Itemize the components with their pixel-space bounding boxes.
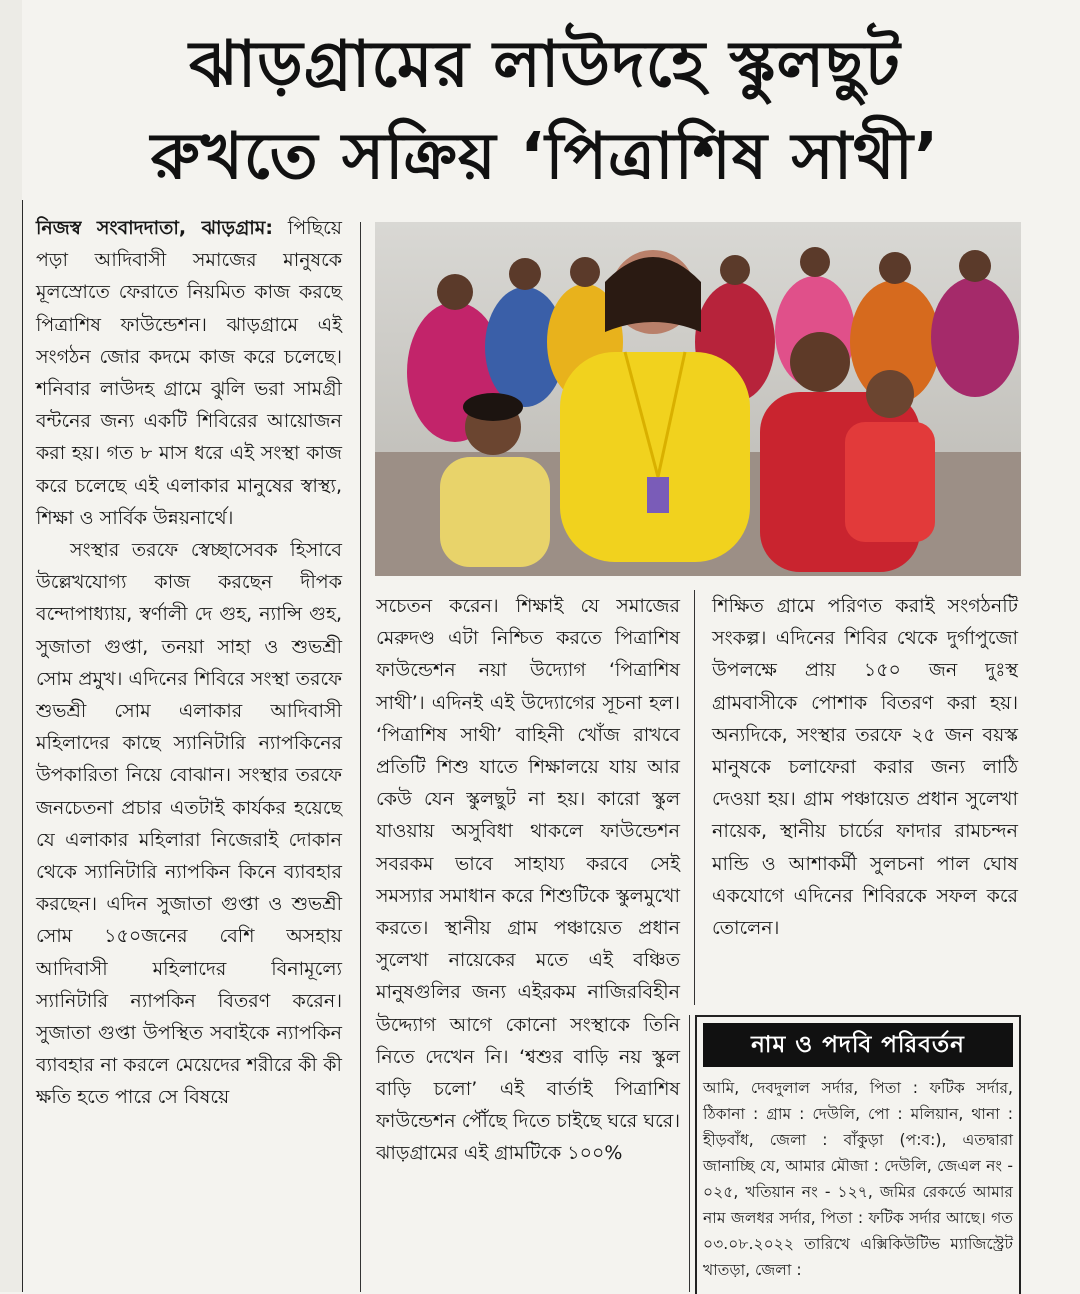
- article-column-2-text: সচেতন করেন। শিক্ষাই যে সমাজের মেরুদণ্ড এটা নিশ্চিত করতে পিত্রাশিষ ফাউন্ডেশন নয়া উদ্যোগ ‘পিত্রাশিষ সাথী’। এদিনই এই উদ্যোগের সূচনা হল। ‘পিত্রাশিষ সাথী’ বাহিনী খোঁজ রাখবে প্রতিটি শিশু যাতে শিক্ষালয়ে যায় আর কেউ যেন স্কুলছুট না হয়। কারো স্কুল যাওয়ায় অসুবিধা থাকলে ফাউন্ডেশন সবরকম ভাবে সাহায্য করবে সেই সমস্যার সমাধান করে শিশুটিকে স্কুলমুখো করতে। স্থানীয় গ্রাম পঞ্চায়েত প্রধান সুলেখা নায়েকের মতে এই বঞ্চিত মানুষগুলির জন্য এইরকম নাজিরবিহীন উদ্দ্যোগ আগে কোনো সংস্থাকে তিনি নিতে দেখেন নি। ‘শ্বশুর বাড়ি নয় স্কুল বাড়ি চলো’ এই বার্তাই পিত্রাশিষ ফাউন্ডেশন পৌঁছে দিতে চাইছে ঘরে ঘরে। ঝাড়গ্রামের এই গ্রামটিকে ১০০%: [376, 595, 680, 1165]
- column-divider-2: [694, 590, 695, 1005]
- byline: নিজস্ব সংবাদদাতা, ঝাড়গ্রাম:: [36, 217, 273, 239]
- column-divider-1: [360, 222, 361, 1292]
- article-column-3: [712, 590, 1018, 944]
- margin-rule: [22, 200, 23, 1292]
- headline-line-2: রুখতে সক্রিয় ‘পিত্রাশিষ সাথী’: [150, 120, 940, 194]
- article-paragraph-2: সংস্থার তরফে স্বেচ্ছাসেবক হিসাবে উল্লেখযোগ্য কাজ করছেন দীপক বন্দোপাধ্যায়, স্বর্ণালী দে গুহ, ন্যান্সি গুহ, সুজাতা গুপ্তা, তনয়া সাহা ও শুভশ্রী সোম প্রমুখ। এদিনের শিবিরে সংস্থা তরফে শুভশ্রী সোম এলাকার আদিবাসী মহিলাদের কাছে স্যানিটারি ন্যাপকিনের উপকারিতা নিয়ে বোঝান। সংস্থার তরফে জনচেতনা প্রচার এতটাই কার্যকর হয়েছে যে এলাকার মহিলারা নিজেরাই দোকান থেকে স্যানিটারি ন্যাপকিন কিনে ব্যাবহার করছেন। এদিন সুজাতা গুপ্তা ও শুভশ্রী সোম ১৫০জনের বেশি অসহায় আদিবাসী মহিলাদের বিনামূল্যে স্যানিটারি ন্যাপকিন বিতরণ করেন। সুজাতা গুপ্তা উপস্থিত সবাইকে ন্যাপকিন ব্যাবহার না করলে মেয়েদের শরীরে কী কী ক্ষতি হতে পারে সে বিষয়ে: [36, 539, 342, 1109]
- notice-title: নাম ও পদবি পরিবর্তন: [703, 1023, 1013, 1067]
- headline-line-1: ঝাড়গ্রামের লাউদহে স্কুলছুট: [189, 28, 901, 102]
- article-column-1: [36, 212, 342, 1114]
- notice-box: [695, 1015, 1021, 1294]
- group-photo-illustration: [375, 222, 1021, 576]
- page-left-margin: [0, 0, 22, 1292]
- column-divider-3: [689, 1015, 690, 1292]
- article-lead-text: পিছিয়ে পড়া আদিবাসী সমাজের মানুষকে মূলস্রোতে ফেরাতে নিয়মিত কাজ করছে পিত্রাশিষ ফাউন্ডেশন। ঝাড়গ্রামে এই সংগঠন জোর কদমে কাজ করে চলেছে। শনিবার লাউদহ গ্রামে ঝুলি ভরা সামগ্রী বন্টনের জন্য একটি শিবিরের আয়োজন করা হয়। গত ৮ মাস ধরে এই সংস্থা কাজ করে চলেছে এই এলাকার মানুষের স্বাস্থ্য, শিক্ষা ও সার্বিক উন্নয়নার্থে।: [36, 217, 342, 529]
- article-column-3-text: শিক্ষিত গ্রামে পরিণত করাই সংগঠনটি সংকল্প। এদিনের শিবির থেকে দুর্গাপুজো উপলক্ষে প্রায় ১৫০ জন দুঃস্থ গ্রামবাসীকে পোশাক বিতরণ করা হয়। অন্যদিকে, সংস্থার তরফে ২৫ জন বয়স্ক মানুষকে চলাফেরা করার জন্য লাঠি দেওয়া হয়। গ্রাম পঞ্চায়েত প্রধান সুলেখা নায়েক, স্থানীয় চার্চের ফাদার রামচন্দন মান্ডি ও আশাকর্মী সুলচনা পাল ঘোষ একযোগে এদিনের শিবিরকে সফল করে তোলেন।: [712, 595, 1018, 940]
- notice-body: আমি, দেবদুলাল সর্দার, পিতা : ফটিক সর্দার, ঠিকানা : গ্রাম : দেউলি, পো : মলিয়ান, থানা : হীড়বাঁধ, জেলা : বাঁকুড়া (প:ব:), এতদ্বারা জানাচ্ছি যে, আমার মৌজা : দেউলি, জেএল নং - ০২৫, খতিয়ান নং - ১২৭, জমির রেকর্ডে আমার নাম জলধর সর্দার, পিতা : ফটিক সর্দার আছে। গত ০৩.০৮.২০২২ তারিখে এক্সিকিউটিভ ম্যাজিস্ট্রেট খাতড়া, জেলা :: [703, 1079, 1013, 1279]
- article-photo: [375, 222, 1021, 576]
- article-paragraph-1: [36, 212, 342, 534]
- article-column-2: [376, 590, 680, 1170]
